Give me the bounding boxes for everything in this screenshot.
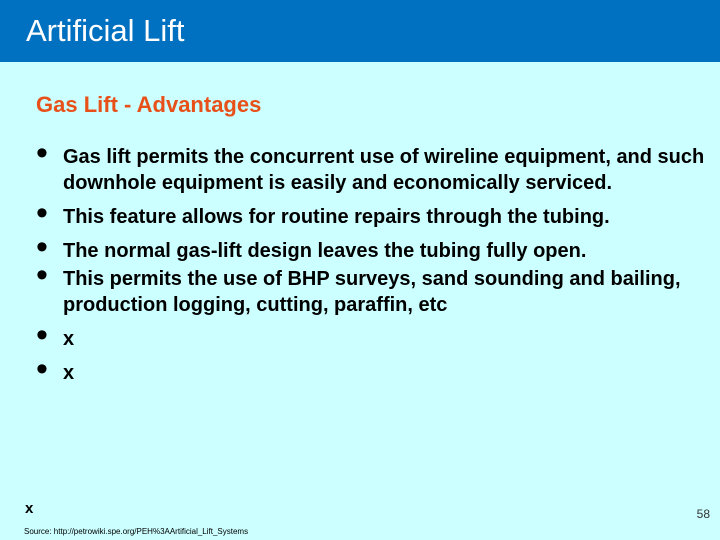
bullet-item [36, 194, 706, 232]
bullet-text: The normal gas-lift design leaves the tubing fully open. [63, 240, 587, 262]
bullet-icon: • [36, 350, 48, 388]
bullet-item [36, 350, 706, 388]
source-link[interactable]: Source: http://petrowiki.spe.org/PEH%3AArtificial_Lift_Systems [24, 527, 249, 536]
bottom-marker: x [25, 500, 34, 517]
bullet-item [36, 134, 706, 196]
slide-title: Artificial Lift [26, 13, 185, 48]
bullet-icon: • [36, 134, 48, 172]
bullet-icon: • [36, 316, 48, 354]
bullet-icon: • [36, 228, 48, 266]
bullet-text: Gas lift permits the concurrent use of wireline equipment, and such downhole equipment is easily and economically serviced. [63, 146, 705, 194]
bullet-icon: • [36, 194, 48, 232]
slide-subtitle: Gas Lift - Advantages [36, 92, 262, 117]
bullet-item [36, 228, 706, 266]
bullet-text: This permits the use of BHP surveys, sand sounding and bailing, production logging, cutting, paraffin, etc [63, 268, 681, 316]
bullet-icon: • [36, 256, 48, 294]
bullet-item [36, 316, 706, 354]
bullet-item [36, 256, 706, 318]
title-bar [0, 0, 720, 62]
bullet-list [36, 134, 706, 388]
bullet-text: x [63, 362, 75, 384]
page-number: 58 [696, 507, 710, 521]
bullet-text: x [63, 328, 75, 350]
bullet-text: This feature allows for routine repairs through the tubing. [63, 206, 610, 228]
